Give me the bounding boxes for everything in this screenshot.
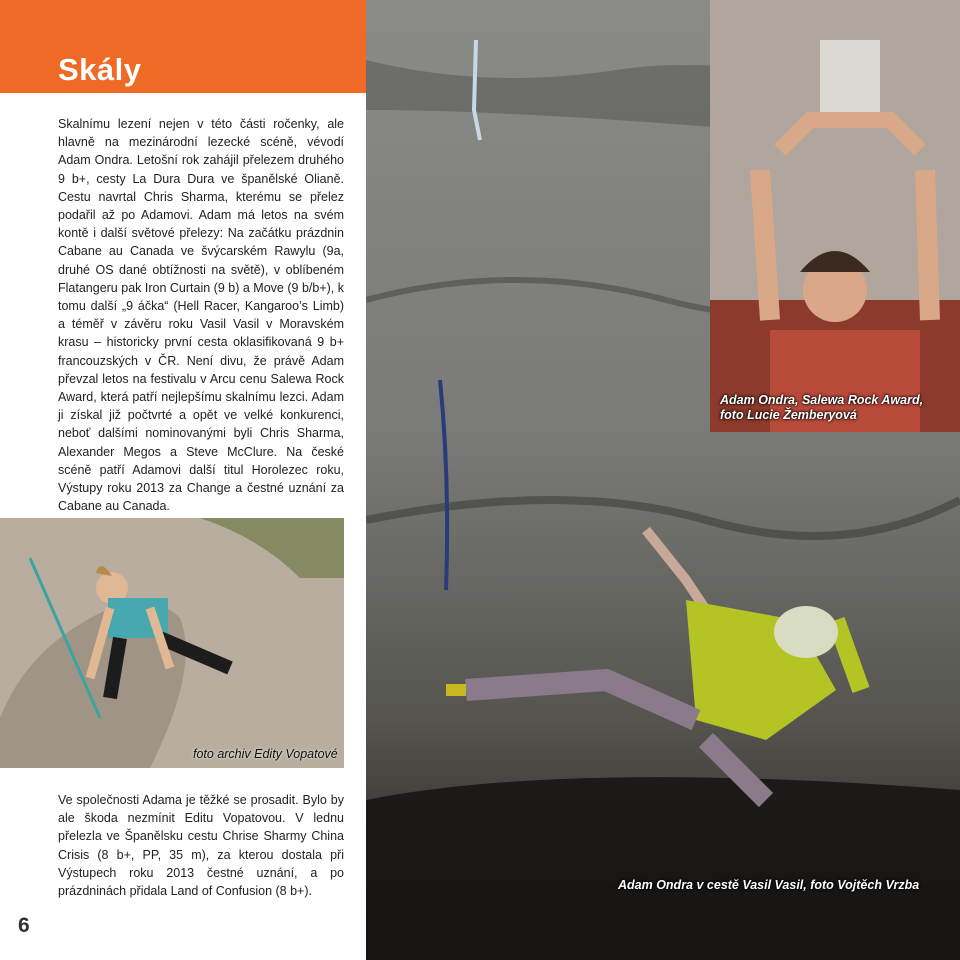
award-photo	[710, 0, 960, 432]
main-photo-caption: Adam Ondra v cestě Vasil Vasil, foto Vojtěch Vrzba	[618, 878, 920, 892]
edita-illustration	[0, 518, 344, 768]
section-header	[0, 0, 366, 93]
article-paragraph-2: Ve společnosti Adama je těžké se prosadit. Bylo by ale škoda nezmínit Editu Vopatovou. V lednu přelezla ve Španělsku cestu Chrise Sharmy China Crisis (8 b+, PP, 35 m), za kterou dostala při Výstupech roku 2013 čestné uznání, a po prázdninách přidala Land of Confusion (8 b+).	[58, 793, 344, 899]
award-photo-caption: Adam Ondra, Salewa Rock Award, foto Lucie Žemberyová	[720, 393, 924, 422]
edita-photo-caption: foto archiv Edity Vopatové	[193, 747, 338, 761]
page-number: 6	[18, 914, 30, 937]
edita-photo	[0, 518, 344, 768]
article-paragraph-1: Skalnímu lezení nejen v této části ročenky, ale hlavně na mezinárodní lezecké scéně, vévodí Adam Ondra. Letošní rok zahájil přelezem druhého 9 b+, cesty La Dura Dura ve španělské Olianě. Cestu navrtal Chris Sharma, kterému se přelez podařil až po Adamovi. Adam má letos na svém kontě i další světové přelezy: Na začátku prázdnin Cabane au Canada ve švýcarském Rawylu (9a, druhé OS dané obtížnosti na světě), v oblíbeném Flatangeru pak Iron Curtain (9 b) a Move (9 b/b+), k tomu další „9 áčka“ (Hell Racer, Kangaroo’s Limb) a téměř v závěru roku Vasil Vasil v Moravském krasu – historicky první cesta oklasifikovaná 9 b+ francouzských v ČR. Není divu, že právě Adam převzal letos na festivalu v Arcu cenu Salewa Rock Award, která patří nejlepšímu skalnímu lezci. Adam ji získal již počtvrté a opět ve velké konkurenci, neboť dalšími nominovanými byli Chris Sharma, Alexander Megos a Steve McClure. Na české scéně patří Adamovi další titul Horolezec roku, Výstupy roku 2013 za Change a čestné uznání za Cabane au Canada.	[58, 117, 344, 514]
award-illustration	[710, 0, 960, 432]
section-title: Skály	[58, 52, 142, 87]
